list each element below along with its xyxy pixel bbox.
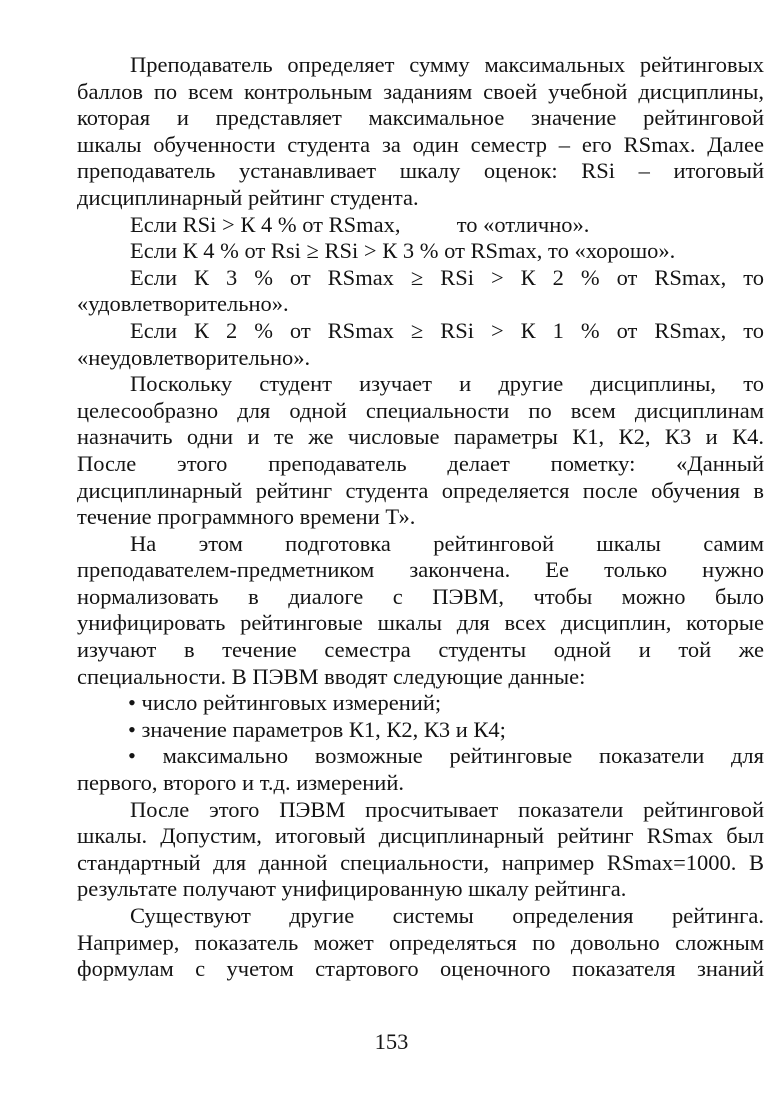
text-line: целесообразно для одной специальности по всем дисциплинам: [77, 397, 764, 423]
text-line: стандартный для данной специальности, например RSmax=1000. В: [77, 849, 764, 875]
text-line: формулам с учетом стартового оценочного показателя знаний: [77, 956, 764, 982]
bullet-item: • значение параметров К1, К2, К3 и К4;: [128, 716, 506, 742]
text-line: баллов по всем контрольным заданиям своей учебной дисциплины,: [77, 78, 764, 104]
text-line: После этого преподаватель делает пометку: «Данный: [77, 450, 764, 476]
text-line: Если RSi > К 4 % от RSmax, то «отлично».: [130, 211, 590, 237]
text-line: Преподаватель определяет сумму максимальных рейтинговых: [130, 52, 764, 77]
text-line: унифицировать рейтинговые шкалы для всех дисциплин, которые: [77, 610, 764, 636]
text-line: преподаватель устанавливает шкалу оценок: RSi – итоговый: [77, 158, 764, 184]
text-line: дисциплинарный рейтинг студента.: [77, 184, 419, 210]
body-text: [77, 52, 764, 983]
text-line: шкалы. Допустим, итоговый дисциплинарный рейтинг RSmax был: [77, 823, 764, 849]
text-line: Если К 3 % от RSmax ≥ RSi > К 2 % от RSmax, то: [130, 264, 764, 290]
text-line: Если К 4 % от Rsi ≥ RSi > К 3 % от RSmax, то «хорошо».: [130, 238, 676, 264]
page-number: 153: [374, 1029, 409, 1054]
text-line: преподавателем-предметником закончена. Ее только нужно: [77, 557, 764, 583]
text-line: нормализовать в диалоге с ПЭВМ, чтобы можно было: [77, 583, 764, 609]
text-line: течение программного времени Т».: [77, 504, 416, 530]
text-line: назначить одни и те же числовые параметры К1, К2, К3 и К4.: [77, 424, 764, 450]
text-line: которая и представляет максимальное значение рейтинговой: [77, 105, 764, 131]
text-line: дисциплинарный рейтинг студента определяется после обучения в: [77, 477, 764, 503]
text-line: Например, показатель может определяться по довольно сложным: [77, 929, 764, 955]
text-line: «неудовлетворительно».: [77, 344, 311, 370]
text-line: специальности. В ПЭВМ вводят следующие данные:: [77, 663, 586, 689]
text-line: изучают в течение семестра студенты одной и той же: [77, 637, 764, 663]
text-line: шкалы обученности студента за один семестр – его RSmax. Далее: [77, 131, 764, 157]
text-line: результате получают унифицированную шкалу рейтинга.: [77, 876, 627, 902]
text-line: «удовлетворительно».: [77, 291, 289, 317]
bullet-item: • максимально возможные рейтинговые показатели для: [128, 743, 764, 769]
text-line: Если К 2 % от RSmax ≥ RSi > К 1 % от RSmax, то: [130, 317, 764, 343]
text-line: После этого ПЭВМ просчитывает показатели рейтинговой: [130, 796, 764, 822]
bullet-item: • число рейтинговых измерений;: [128, 690, 442, 716]
text-line: На этом подготовка рейтинговой шкалы самим: [130, 530, 764, 556]
text-line: Поскольку студент изучает и другие дисциплины, то: [130, 371, 764, 397]
text-line: первого, второго и т.д. измерений.: [77, 770, 405, 796]
text-line: Существуют другие системы определения рейтинга.: [130, 903, 764, 928]
